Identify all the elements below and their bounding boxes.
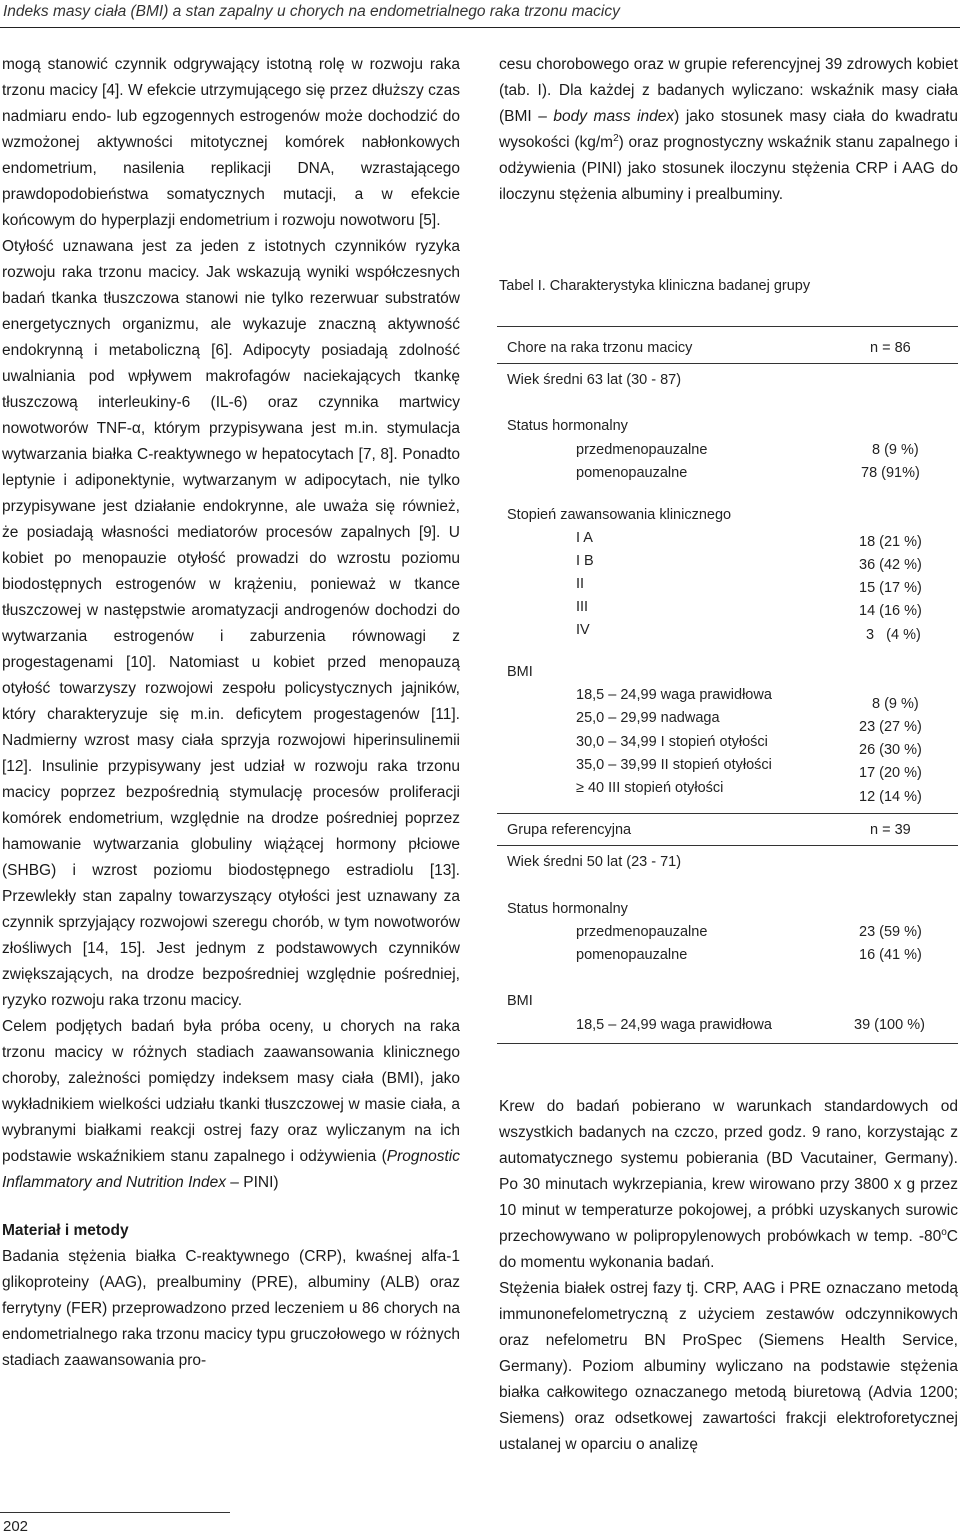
row-label: 18,5 – 24,99 waga prawidłowa [576, 687, 772, 703]
text-run: cesu chorobowego oraz w grupie referencyjnej 39 zdrowych kobiet (tab. I). Dla każdej z badanych wyliczano: wskaźnik masy ciała (BMI – [499, 56, 958, 125]
paragraph [499, 52, 958, 208]
row-value: 36 (42 %) [859, 557, 922, 573]
running-title: Indeks masy ciała (BMI) a stan zapalny u chorych na endometrialnego raka trzonu macicy [3, 3, 620, 20]
group-count: n = 86 [870, 340, 911, 356]
row-value: 23 (59 %) [859, 924, 922, 940]
hormonal-status-label: Status hormonalny [507, 901, 628, 917]
row-label: 35,0 – 39,99 II stopień otyłości [576, 757, 772, 773]
row-label: 18,5 – 24,99 waga prawidłowa [576, 1017, 772, 1033]
row-value: 12 (14 %) [859, 789, 922, 805]
text-run: Krew do badań pobierano w warunkach standardowych od wszystkich badanych na czczo, przed godz. 9 rano, korzystając z automatycznego systemu pobierania (BD Vacutainer, Germany). Po 30 minutach wykrzepiania, krew wirowano przy 3800 x g przez 10 minut w temperaturze pokojowej, a próbki uzyskanych surowic przechowywano w polipropylenowych probówkach w temp. -80 [499, 1098, 958, 1245]
group-count: n = 39 [870, 822, 911, 838]
row-label: ≥ 40 III stopień otyłości [576, 780, 724, 796]
row-value: 14 (16 %) [859, 603, 922, 619]
row-label: I B [576, 553, 594, 569]
row-label: II [576, 576, 585, 592]
mean-age: Wiek średni 63 lat (30 - 87) [507, 372, 682, 388]
italic-run: body mass index [553, 108, 675, 125]
bmi-label: BMI [507, 664, 533, 680]
text-run: C do momentu wykonania badań. [499, 1228, 958, 1271]
hormonal-status-label: Status hormonalny [507, 418, 628, 434]
page-number: 202 [3, 1518, 29, 1535]
row-label: przedmenopauzalne [576, 924, 708, 940]
row-label: I A [576, 530, 593, 546]
row-label: 25,0 – 29,99 nadwaga [576, 710, 720, 726]
row-value: 8 (9 %) [872, 442, 919, 458]
table-divider [497, 845, 958, 846]
table-caption: Tabel I. Charakterystyka kliniczna badanej grupy [499, 278, 811, 294]
row-value: 15 (17 %) [859, 580, 922, 596]
mean-age: Wiek średni 50 lat (23 - 71) [507, 854, 682, 870]
row-value: 39 (100 %) [854, 1017, 925, 1033]
running-header [0, 0, 960, 28]
paragraph: Otyłość uznawana jest za jeden z istotnych czynników ryzyka rozwoju raka trzonu macicy. Jak wskazują wyniki współczesnych badań tkanka tłuszczowa stanowi nie tylko rezerwuar substratów energetycznych organizmu, ale wykazuje znaczną aktywność endokrynną i metaboliczną [6]. Adipocyty posiadają zdolność uwalniania pod wpływem makrofagów naciekających tkankę tłuszczową interleukiny-6 (IL-6) oraz czynnika martwicy nowotworów TNF-α, którym przypisywana jest m.in. stymulacja wytwarzania białka C-reaktywnego w hepatocytach [7, 8]. Ponadto leptynie i adiponektynie, wytwarzanym w adipocytach, nie tylko przypisywane jest działanie endokrynne, ale uważa się również, że posiadają własności mediatorów procesów zapalnych [9]. U kobiet po menopauzie otyłość prowadzi do wzrostu poziomu biodostępnych estrogenów w krążeniu, ponieważ w tkance tłuszczowej w następstwie aromatyzacji androgenów dochodzi do wytwarzania estrogenów i zaburzenia równowagi z progestagenami [10]. Natomiast u kobiet przed menopauzą otyłość towarzyszy rozwojowi zespołu policystycznych jajników, który charakteryzuje się m.in. deficytem progestagenów [11]. Nadmierny wzrost masy ciała sprzyja rozwojowi hiperinsulinemii [12]. Insulinie przypisywany jest udział w rozwoju raka trzonu macicy poprzez bezpośrednią stymulację procesów proliferacji komórek endometrium, względnie na drodze pośredniej poprzez hamowanie wytwarzania globuliny wiążącej hormony płciowe (SHBG) i wzrost poziomu biodostępnego estradiolu [13]. Przewlekły stan zapalny towarzyszący otyłości jest uznawany za czynnik sprzyjający rozwojowi szeregu chorób, w tym nowotworów złośliwych [14, 15]. Jest jednym z podstawowych czynników zwiększających, na drodze bezpośredniej względnie pośredniej, ryzyko rozwoju raka trzonu macicy. [2, 238, 460, 1009]
superscript: o [941, 1226, 947, 1238]
paragraph [2, 1014, 460, 1196]
italic-run: Prognostic Inflammatory and Nutrition Index [2, 1148, 460, 1191]
row-value: 3 (4 %) [866, 627, 921, 643]
characteristics-table [497, 326, 958, 1044]
right-column-bottom [499, 1094, 958, 1458]
row-value: 8 (9 %) [872, 696, 919, 712]
paragraph: Badania stężenia białka C-reaktywnego (CRP), kwaśnej alfa-1 glikoproteiny (AAG), prealbuminy (PRE), albuminy (ALB) oraz ferrytyny (FER) przeprowadzono przed leczeniem u 86 chorych na endometrialnego raka trzonu macicy typu gruczołowego w różnych stadiach zaawansowania pro- [2, 1248, 460, 1369]
row-value: 26 (30 %) [859, 742, 922, 758]
row-label: 30,0 – 34,99 I stopień otyłości [576, 734, 768, 750]
text-run: Celem podjętych badań była próba oceny, u chorych na raka trzonu macicy w różnych stadiach zaawansowania klinicznego choroby, zależności pomiędzy indeksem masy ciała (BMI), jako wykładnikiem wielkości udziału tkanki tłuszczowej w masie ciała, a wybranymi białkami reakcji ostrej fazy oraz wyliczanym na ich podstawie wskaźnikiem stanu zapalnego i odżywienia ( [2, 1018, 460, 1165]
table-divider [497, 363, 958, 364]
section-title: Materiał i metody [2, 1222, 129, 1239]
text-run: ) jako stosunek masy ciała do kwadratu wysokości (kg/m [499, 108, 959, 151]
bmi-label: BMI [507, 993, 533, 1009]
footer-rule [0, 1512, 230, 1513]
paragraph [499, 1094, 958, 1276]
row-label: IV [576, 622, 590, 638]
text-run: ) oraz prognostyczny wskaźnik stanu zapalnego i odżywienia (PINI) jako stosunek iloczynu stężenia CRP i AAG do iloczynu stężenia albuminy i prealbuminy. [499, 134, 959, 203]
row-label: pomenopauzalne [576, 465, 688, 481]
row-value: 18 (21 %) [859, 534, 922, 550]
row-value: 78 (91%) [861, 465, 920, 481]
row-label: III [576, 599, 589, 615]
row-label: przedmenopauzalne [576, 442, 708, 458]
text-run: – PINI) [226, 1174, 279, 1191]
table-divider [497, 813, 958, 814]
row-value: 17 (20 %) [859, 765, 922, 781]
group-label: Chore na raka trzonu macicy [507, 340, 693, 356]
row-value: 23 (27 %) [859, 719, 922, 735]
stage-label: Stopień zawansowania klinicznego [507, 507, 732, 523]
row-value: 16 (41 %) [859, 947, 922, 963]
left-column [2, 52, 460, 1374]
paragraph: mogą stanowić czynnik odgrywający istotną rolę w rozwoju raka trzonu macicy [4]. W efekcie utrzymującego się przez dłuższy czas nadmiaru endo- lub egzogennych estrogenów może dochodzić do wzmożonej aktywności mitotycznej komórek nabłonkowych endometrium, nasilenia replikacji DNA, wzrastającego prawdopodobieństwa somatycznych mutacji, a w efekcie końcowym do hyperplazji endometrium i rozwoju nowotworu [5]. [2, 56, 460, 229]
right-column-top [499, 52, 958, 208]
group-label: Grupa referencyjna [507, 822, 632, 838]
superscript: 2 [613, 132, 619, 144]
paragraph: Stężenia białek ostrej fazy tj. CRP, AAG i PRE oznaczano metodą immunonefelometryczną z użyciem zestawów odczynnikowych oraz nefelometru BN ProSpec (Siemens Health Service, Germany). Poziom albuminy wyliczano na podstawie stężenia białka całkowitego oznaczanego metodą biuretową (Advia 1200; Siemens) oraz odsetkowej zawartości frakcji elektroforetycznej ustalanej w oparciu o analizę [499, 1280, 958, 1453]
row-label: pomenopauzalne [576, 947, 688, 963]
